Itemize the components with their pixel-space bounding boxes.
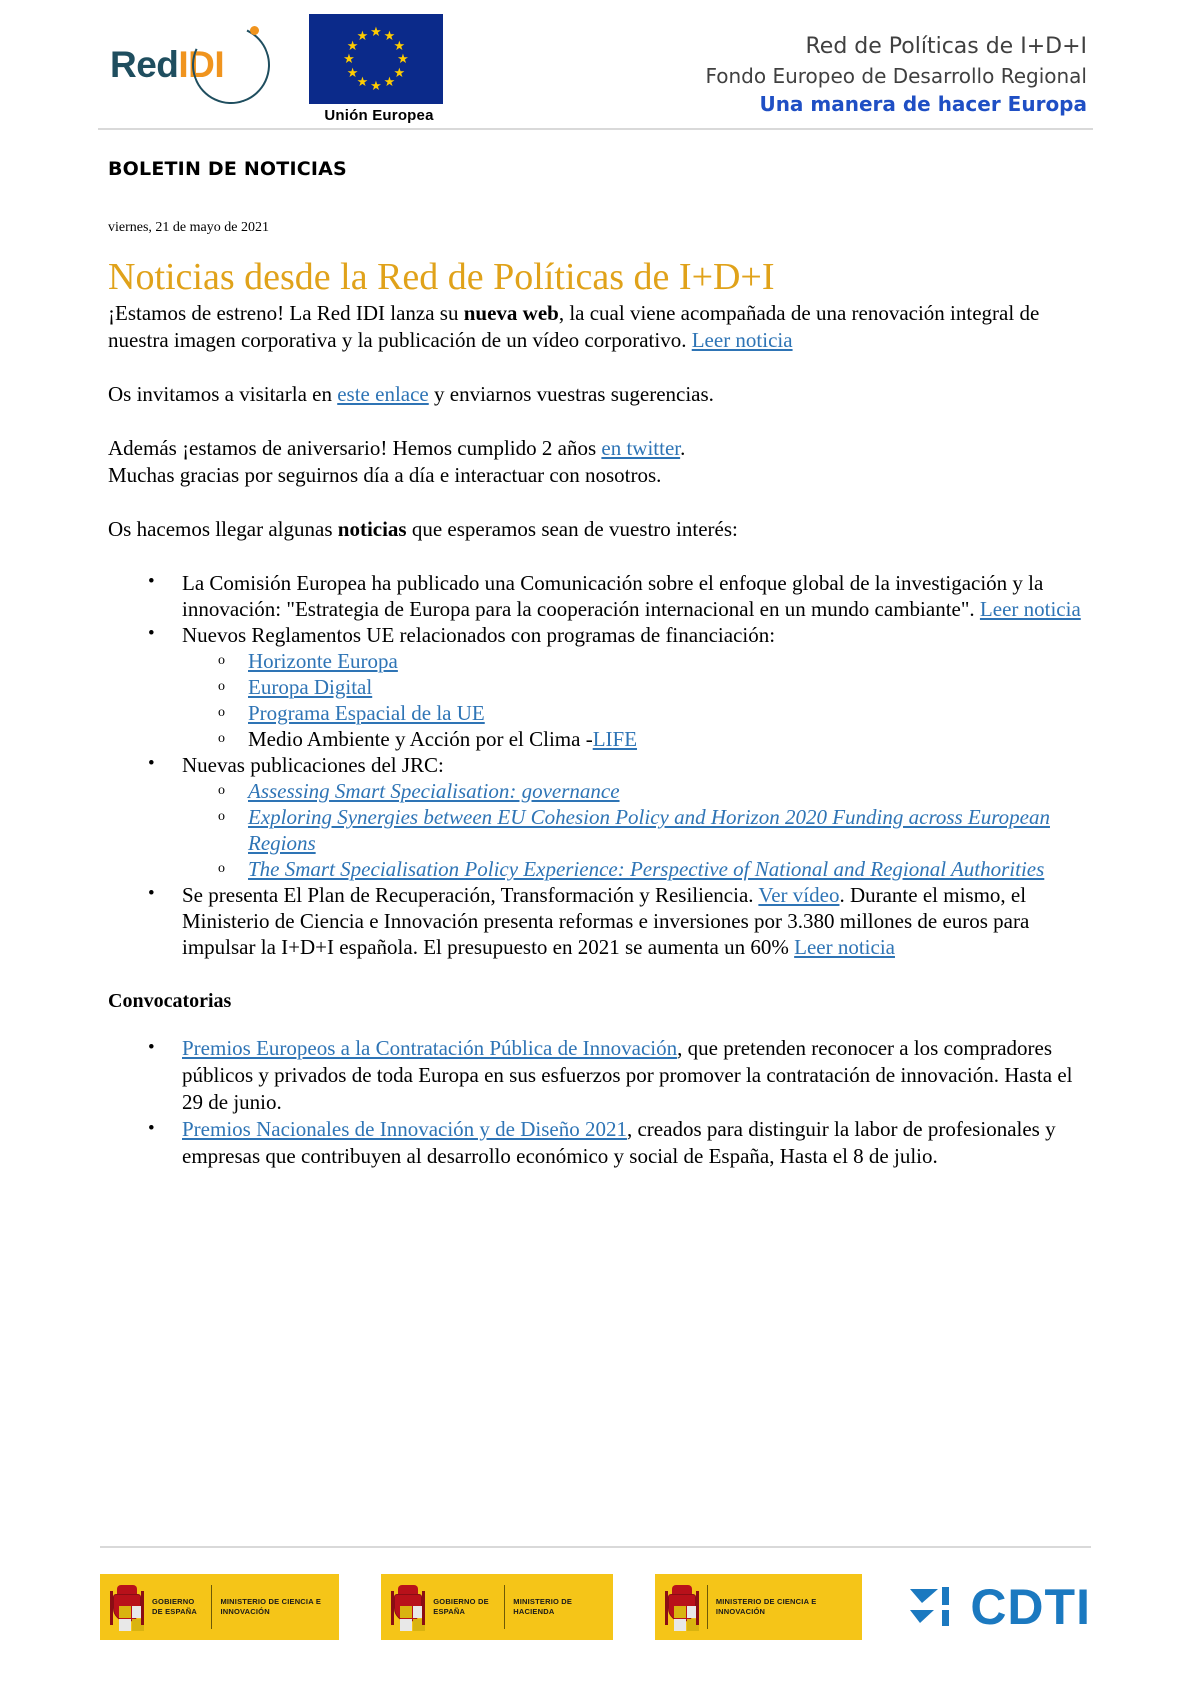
footer-divider bbox=[100, 1546, 1091, 1548]
gobierno-ciencia-logo bbox=[100, 1574, 339, 1640]
redidi-logo-red: Red bbox=[110, 44, 179, 85]
clima-life-text: Medio Ambiente y Acción por el Clima - bbox=[248, 727, 593, 751]
leer-noticia-link-2[interactable]: Leer noticia bbox=[979, 597, 1081, 621]
intro-p1-bold: nueva web bbox=[463, 301, 559, 325]
redidi-logo bbox=[110, 14, 275, 114]
page-title: Noticias desde la Red de Políticas de I+D+I bbox=[108, 256, 775, 298]
premios-nacionales-link[interactable]: Premios Nacionales de Innovación y de Diseño 2021 bbox=[182, 1117, 627, 1141]
news-item-1-text: La Comisión Europea ha publicado una Comunicación sobre el enfoque global de la investigación y la innovación: "Estrategia de Europa para la cooperación internacional en un mundo cambiante". bbox=[182, 571, 1044, 621]
gobierno-hacienda-logo bbox=[381, 1574, 613, 1640]
list-item bbox=[182, 700, 1083, 726]
list-item bbox=[182, 674, 1083, 700]
document-body bbox=[0, 158, 1191, 1170]
convocatorias-list bbox=[108, 1035, 1083, 1170]
footer-logo-2-left: GOBIERNO DE ESPAÑA bbox=[433, 1597, 489, 1616]
intro-paragraph-4: Muchas gracias por seguirnos día a día e interactuar con nosotros. bbox=[108, 463, 662, 487]
spacer bbox=[108, 408, 1083, 435]
header-title-line2: Fondo Europeo de Desarrollo Regional bbox=[705, 64, 1087, 88]
boletin-label: BOLETIN DE NOTICIAS bbox=[108, 158, 347, 180]
ver-video-link[interactable]: Ver vídeo bbox=[758, 883, 840, 907]
list-item bbox=[108, 882, 1083, 960]
footer-logo-2-right: MINISTERIO DE HACIENDA bbox=[513, 1597, 573, 1616]
spain-coat-of-arms-icon bbox=[665, 1585, 699, 1629]
intro-p3-text-a: Además ¡estamos de aniversario! Hemos cumplido 2 años bbox=[108, 436, 602, 460]
eu-star-icon: ★ bbox=[343, 51, 355, 66]
eu-flag-icon bbox=[309, 14, 443, 104]
news-item-4-text-b: . Durante el mismo, el Ministerio de Ciencia e Innovación presenta reformas e inversiones por 3.380 millones de euros para impulsar la I+D+I española. El presupuesto en 2021 se aumenta un 60% bbox=[182, 883, 1030, 959]
news-item-2-sublist bbox=[182, 648, 1083, 752]
intro-p3-text-b: . bbox=[680, 436, 686, 460]
footer-logo-3-separator bbox=[707, 1585, 708, 1629]
eu-star-icon: ★ bbox=[393, 64, 406, 80]
header-title-line1: Red de Políticas de I+D+I bbox=[805, 34, 1087, 59]
page-footer bbox=[0, 1546, 1191, 1640]
eu-logo bbox=[309, 14, 449, 124]
footer-logo-1-left: GOBIERNO DE ESPAÑA bbox=[152, 1597, 198, 1616]
redidi-arc-icon bbox=[181, 15, 281, 115]
list-item bbox=[182, 648, 1083, 674]
spain-coat-of-arms-icon bbox=[391, 1585, 425, 1629]
footer-logo-1-separator bbox=[211, 1585, 212, 1629]
jrc-pub-2-link[interactable]: Exploring Synergies between EU Cohesion Policy and Horizon 2020 Funding across European Regions bbox=[248, 805, 1050, 855]
eu-star-icon: ★ bbox=[397, 51, 409, 66]
life-link[interactable]: LIFE bbox=[592, 727, 638, 751]
intro-paragraph-5 bbox=[108, 516, 1083, 543]
header-titles bbox=[449, 14, 1091, 118]
cdti-wordmark: CDTI bbox=[970, 1579, 1091, 1635]
spacer bbox=[108, 543, 1083, 570]
leer-noticia-link-3[interactable]: Leer noticia bbox=[794, 935, 895, 959]
header-divider bbox=[98, 128, 1093, 130]
list-item bbox=[108, 570, 1083, 622]
list-item bbox=[182, 726, 1083, 752]
europa-digital-link[interactable]: Europa Digital bbox=[248, 675, 373, 699]
cdti-logo bbox=[904, 1579, 1091, 1635]
page-header bbox=[0, 0, 1191, 140]
programa-espacial-ue-link[interactable]: Programa Espacial de la UE bbox=[248, 701, 485, 725]
redidi-dot-icon bbox=[250, 26, 259, 35]
list-item bbox=[182, 856, 1083, 882]
list-item bbox=[108, 1035, 1083, 1116]
list-item bbox=[108, 1116, 1083, 1170]
spacer bbox=[108, 354, 1083, 381]
eu-star-icon: ★ bbox=[393, 37, 406, 53]
news-item-3-text: Nuevas publicaciones del JRC: bbox=[182, 753, 444, 777]
document-date: viernes, 21 de mayo de 2021 bbox=[108, 220, 269, 235]
news-item-2-text: Nuevos Reglamentos UE relacionados con programas de financiación: bbox=[182, 623, 776, 647]
header-title-line3: Una manera de hacer Europa bbox=[759, 92, 1087, 116]
en-twitter-link[interactable]: en twitter bbox=[601, 436, 681, 460]
news-item-4-text-a: Se presenta El Plan de Recuperación, Transformación y Resiliencia. bbox=[182, 883, 759, 907]
list-item bbox=[108, 752, 1083, 882]
intro-p5-text-a: Os hacemos llegar algunas bbox=[108, 517, 338, 541]
footer-logo-3-right: MINISTERIO DE CIENCIA E INNOVACIÓN bbox=[715, 1597, 817, 1616]
intro-paragraph-1 bbox=[108, 300, 1083, 354]
intro-p2-text-b: y enviarnos vuestras sugerencias. bbox=[428, 382, 714, 406]
jrc-pub-3-link[interactable]: The Smart Specialisation Policy Experience: Perspective of National and Regional Authorities bbox=[248, 857, 1045, 881]
intro-p5-text-b: que esperamos sean de vuestro interés: bbox=[406, 517, 738, 541]
eu-star-icon: ★ bbox=[383, 27, 396, 43]
list-item bbox=[108, 622, 1083, 752]
footer-logo-1-right: MINISTERIO DE CIENCIA E INNOVACIÓN bbox=[220, 1597, 322, 1616]
eu-star-icon: ★ bbox=[346, 64, 359, 80]
premios-europeos-link[interactable]: Premios Europeos a la Contratación Pública de Innovación bbox=[182, 1036, 678, 1060]
eu-star-icon: ★ bbox=[356, 27, 369, 43]
news-item-3-sublist bbox=[182, 778, 1083, 882]
footer-logo-2-separator bbox=[504, 1585, 505, 1629]
spacer bbox=[108, 489, 1083, 516]
convocatorias-heading: Convocatorias bbox=[108, 990, 232, 1012]
convocatoria-1-text: , que pretenden reconocer a los compradores públicos y privados de toda Europa en sus esfuerzos por promover la contratación de innovación. Hasta el 29 de junio. bbox=[182, 1036, 1073, 1114]
intro-paragraph-3 bbox=[108, 435, 1083, 462]
convocatoria-2-text: , creados para distinguir la labor de profesionales y empresas que contribuyen al desarrollo económico y social de España, Hasta el 8 de julio. bbox=[182, 1117, 1056, 1168]
horizonte-europa-link[interactable]: Horizonte Europa bbox=[248, 649, 398, 673]
eu-star-icon: ★ bbox=[370, 24, 382, 39]
list-item bbox=[182, 804, 1083, 856]
redidi-logo-idi: IDI bbox=[178, 44, 225, 85]
jrc-pub-1-link[interactable]: Assessing Smart Specialisation: governance bbox=[248, 779, 620, 803]
eu-star-icon: ★ bbox=[370, 78, 382, 93]
ministerio-ciencia-logo bbox=[655, 1574, 863, 1640]
cdti-mark-icon bbox=[904, 1579, 960, 1635]
intro-p2-text-a: Os invitamos a visitarla en bbox=[108, 382, 338, 406]
intro-p1-text-a: ¡Estamos de estreno! La Red IDI lanza su bbox=[108, 301, 464, 325]
spain-coat-of-arms-icon bbox=[110, 1585, 144, 1629]
intro-p1-text-b: , la cual viene acompañada de una renovación integral de nuestra imagen corporativa y la publicación de un vídeo corporativo. bbox=[108, 301, 1040, 352]
este-enlace-link[interactable]: este enlace bbox=[337, 382, 429, 406]
intro-p5-bold: noticias bbox=[337, 517, 407, 541]
intro-paragraph-2 bbox=[108, 381, 1083, 408]
leer-noticia-link-1[interactable]: Leer noticia bbox=[691, 328, 793, 352]
eu-star-icon: ★ bbox=[383, 74, 396, 90]
eu-flag-caption: Unión Europea bbox=[324, 107, 434, 124]
news-list bbox=[108, 570, 1083, 960]
eu-star-icon: ★ bbox=[356, 74, 369, 90]
eu-star-icon: ★ bbox=[346, 37, 359, 53]
list-item bbox=[182, 778, 1083, 804]
footer-logo-row bbox=[100, 1574, 1091, 1640]
